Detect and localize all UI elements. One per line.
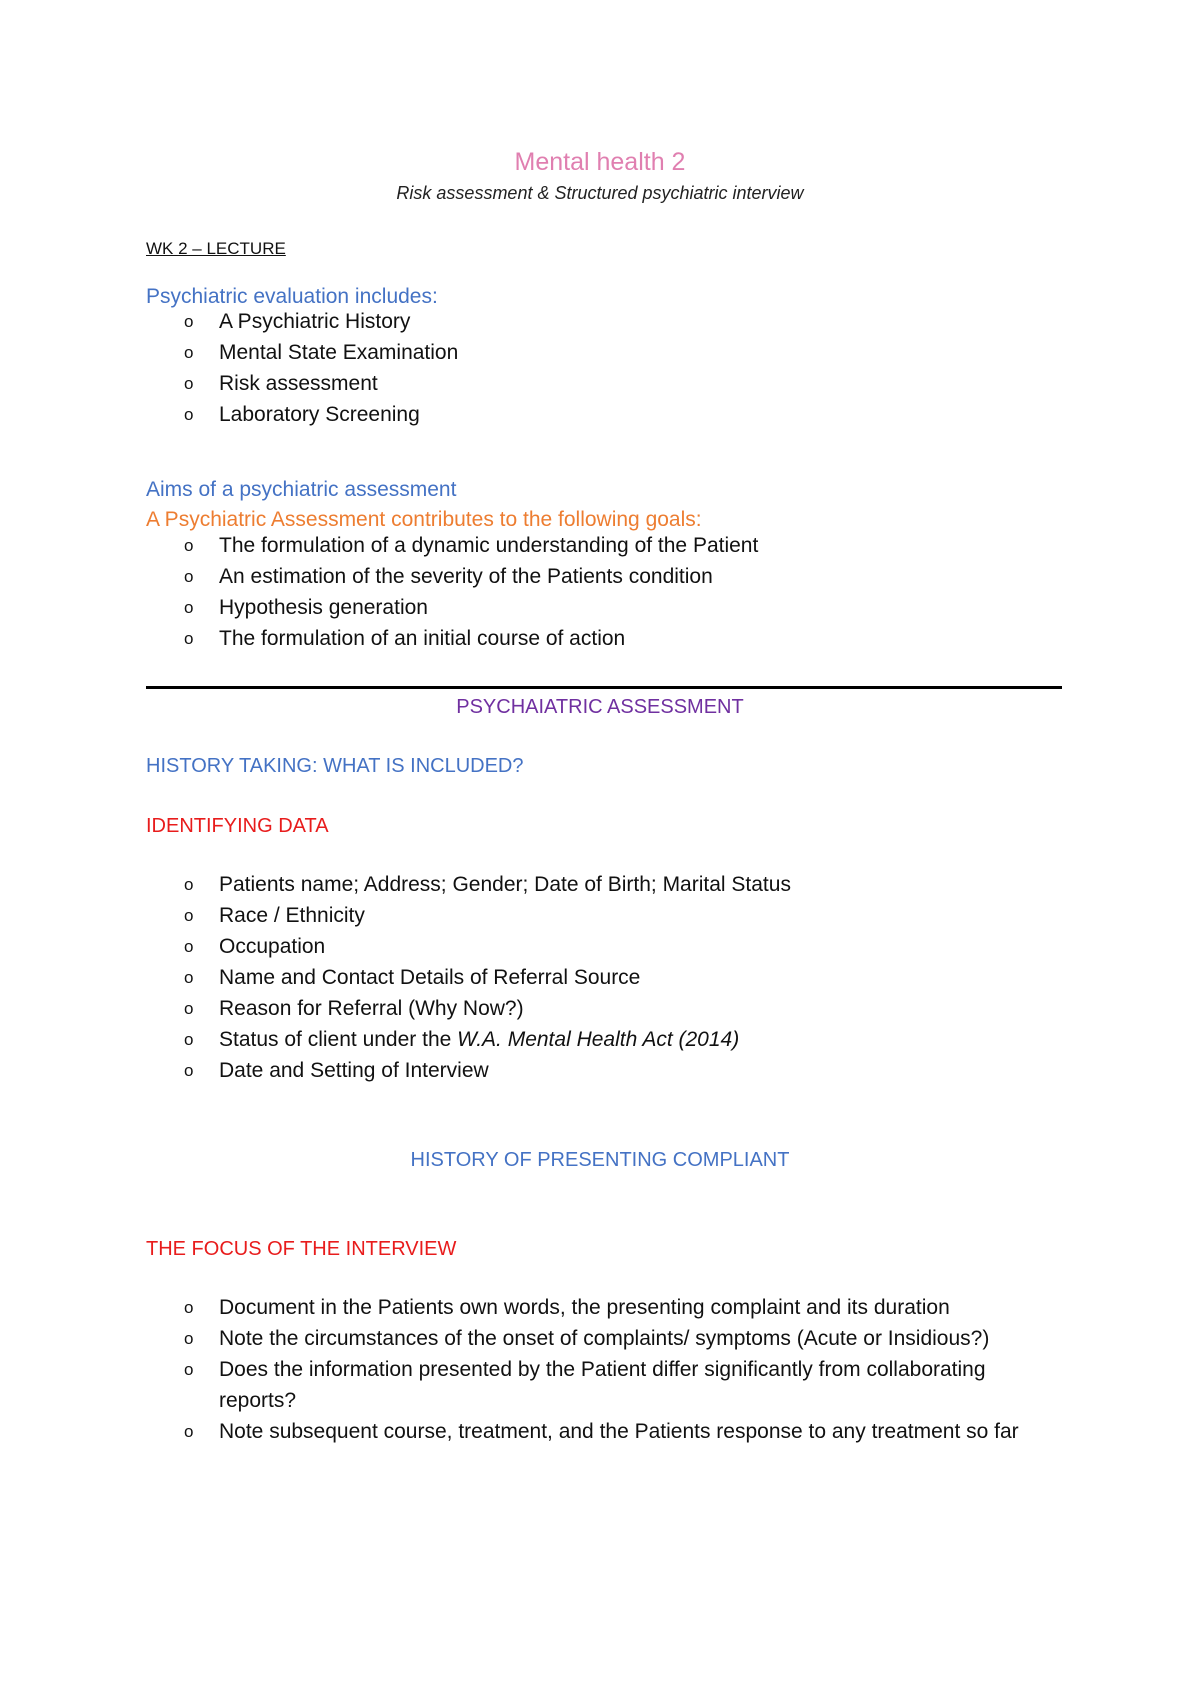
bullet-icon: o [184, 1298, 194, 1317]
list-item: o Date and Setting of Interview [182, 1055, 1062, 1086]
evaluation-heading: Psychiatric evaluation includes: [146, 285, 438, 308]
list-item: o Patients name; Address; Gender; Date of Birth; Marital Status [182, 869, 1062, 900]
list-item: o Does the information presented by the Patient differ significantly from collaborating reports? [182, 1354, 1062, 1416]
act-name: W.A. Mental Health Act (2014) [457, 1028, 740, 1051]
focus-heading: THE FOCUS OF THE INTERVIEW [146, 1238, 457, 1260]
bullet-icon: o [184, 374, 194, 393]
bullet-icon: o [184, 1360, 194, 1379]
week-label: WK 2 – LECTURE [146, 239, 286, 258]
list-item: o A Psychiatric History [182, 306, 1062, 337]
bullet-icon: o [184, 1329, 194, 1348]
bullet-icon: o [184, 1030, 194, 1049]
bullet-icon: o [184, 906, 194, 925]
bullet-icon: o [184, 343, 194, 362]
bullet-icon: o [184, 629, 194, 648]
bullet-icon: o [184, 598, 194, 617]
list-item: o Occupation [182, 931, 1062, 962]
list-item: o Race / Ethnicity [182, 900, 1062, 931]
list-item: o Status of client under the W.A. Mental Health Act (2014) [182, 1024, 1062, 1055]
evaluation-list [182, 306, 1062, 430]
bullet-icon: o [184, 312, 194, 331]
focus-list [182, 1292, 1062, 1447]
list-item: o The formulation of an initial course of action [182, 623, 1062, 654]
document-subtitle: Risk assessment & Structured psychiatric interview [396, 183, 804, 203]
goals-subheading: A Psychiatric Assessment contributes to the following goals: [146, 508, 702, 531]
list-item: o Hypothesis generation [182, 592, 1062, 623]
bullet-icon: o [184, 968, 194, 987]
bullet-icon: o [184, 875, 194, 894]
list-item: o Risk assessment [182, 368, 1062, 399]
bullet-icon: o [184, 536, 194, 555]
list-item: o Note subsequent course, treatment, and the Patients response to any treatment so far [182, 1416, 1062, 1447]
history-heading: HISTORY TAKING: WHAT IS INCLUDED? [146, 755, 524, 777]
horizontal-rule [146, 686, 1062, 689]
list-item: o Reason for Referral (Why Now?) [182, 993, 1062, 1024]
identifying-heading: IDENTIFYING DATA [146, 815, 329, 837]
identifying-list [182, 869, 1062, 1086]
list-item: o Laboratory Screening [182, 399, 1062, 430]
bullet-icon: o [184, 567, 194, 586]
bullet-icon: o [184, 405, 194, 424]
list-item: o Note the circumstances of the onset of complaints/ symptoms (Acute or Insidious?) [182, 1323, 1062, 1354]
assessment-heading: PSYCHAIATRIC ASSESSMENT [456, 696, 744, 718]
list-item: o An estimation of the severity of the Patients condition [182, 561, 1062, 592]
aims-heading: Aims of a psychiatric assessment [146, 478, 457, 501]
list-item: o Document in the Patients own words, the presenting complaint and its duration [182, 1292, 1062, 1323]
list-item: o Mental State Examination [182, 337, 1062, 368]
bullet-icon: o [184, 1422, 194, 1441]
goals-list [182, 530, 1062, 654]
bullet-icon: o [184, 937, 194, 956]
bullet-icon: o [184, 999, 194, 1018]
document-title: Mental health 2 [514, 148, 686, 176]
bullet-icon: o [184, 1061, 194, 1080]
list-item: o Name and Contact Details of Referral Source [182, 962, 1062, 993]
list-item: o The formulation of a dynamic understanding of the Patient [182, 530, 1062, 561]
presenting-heading: HISTORY OF PRESENTING COMPLIANT [410, 1149, 790, 1171]
